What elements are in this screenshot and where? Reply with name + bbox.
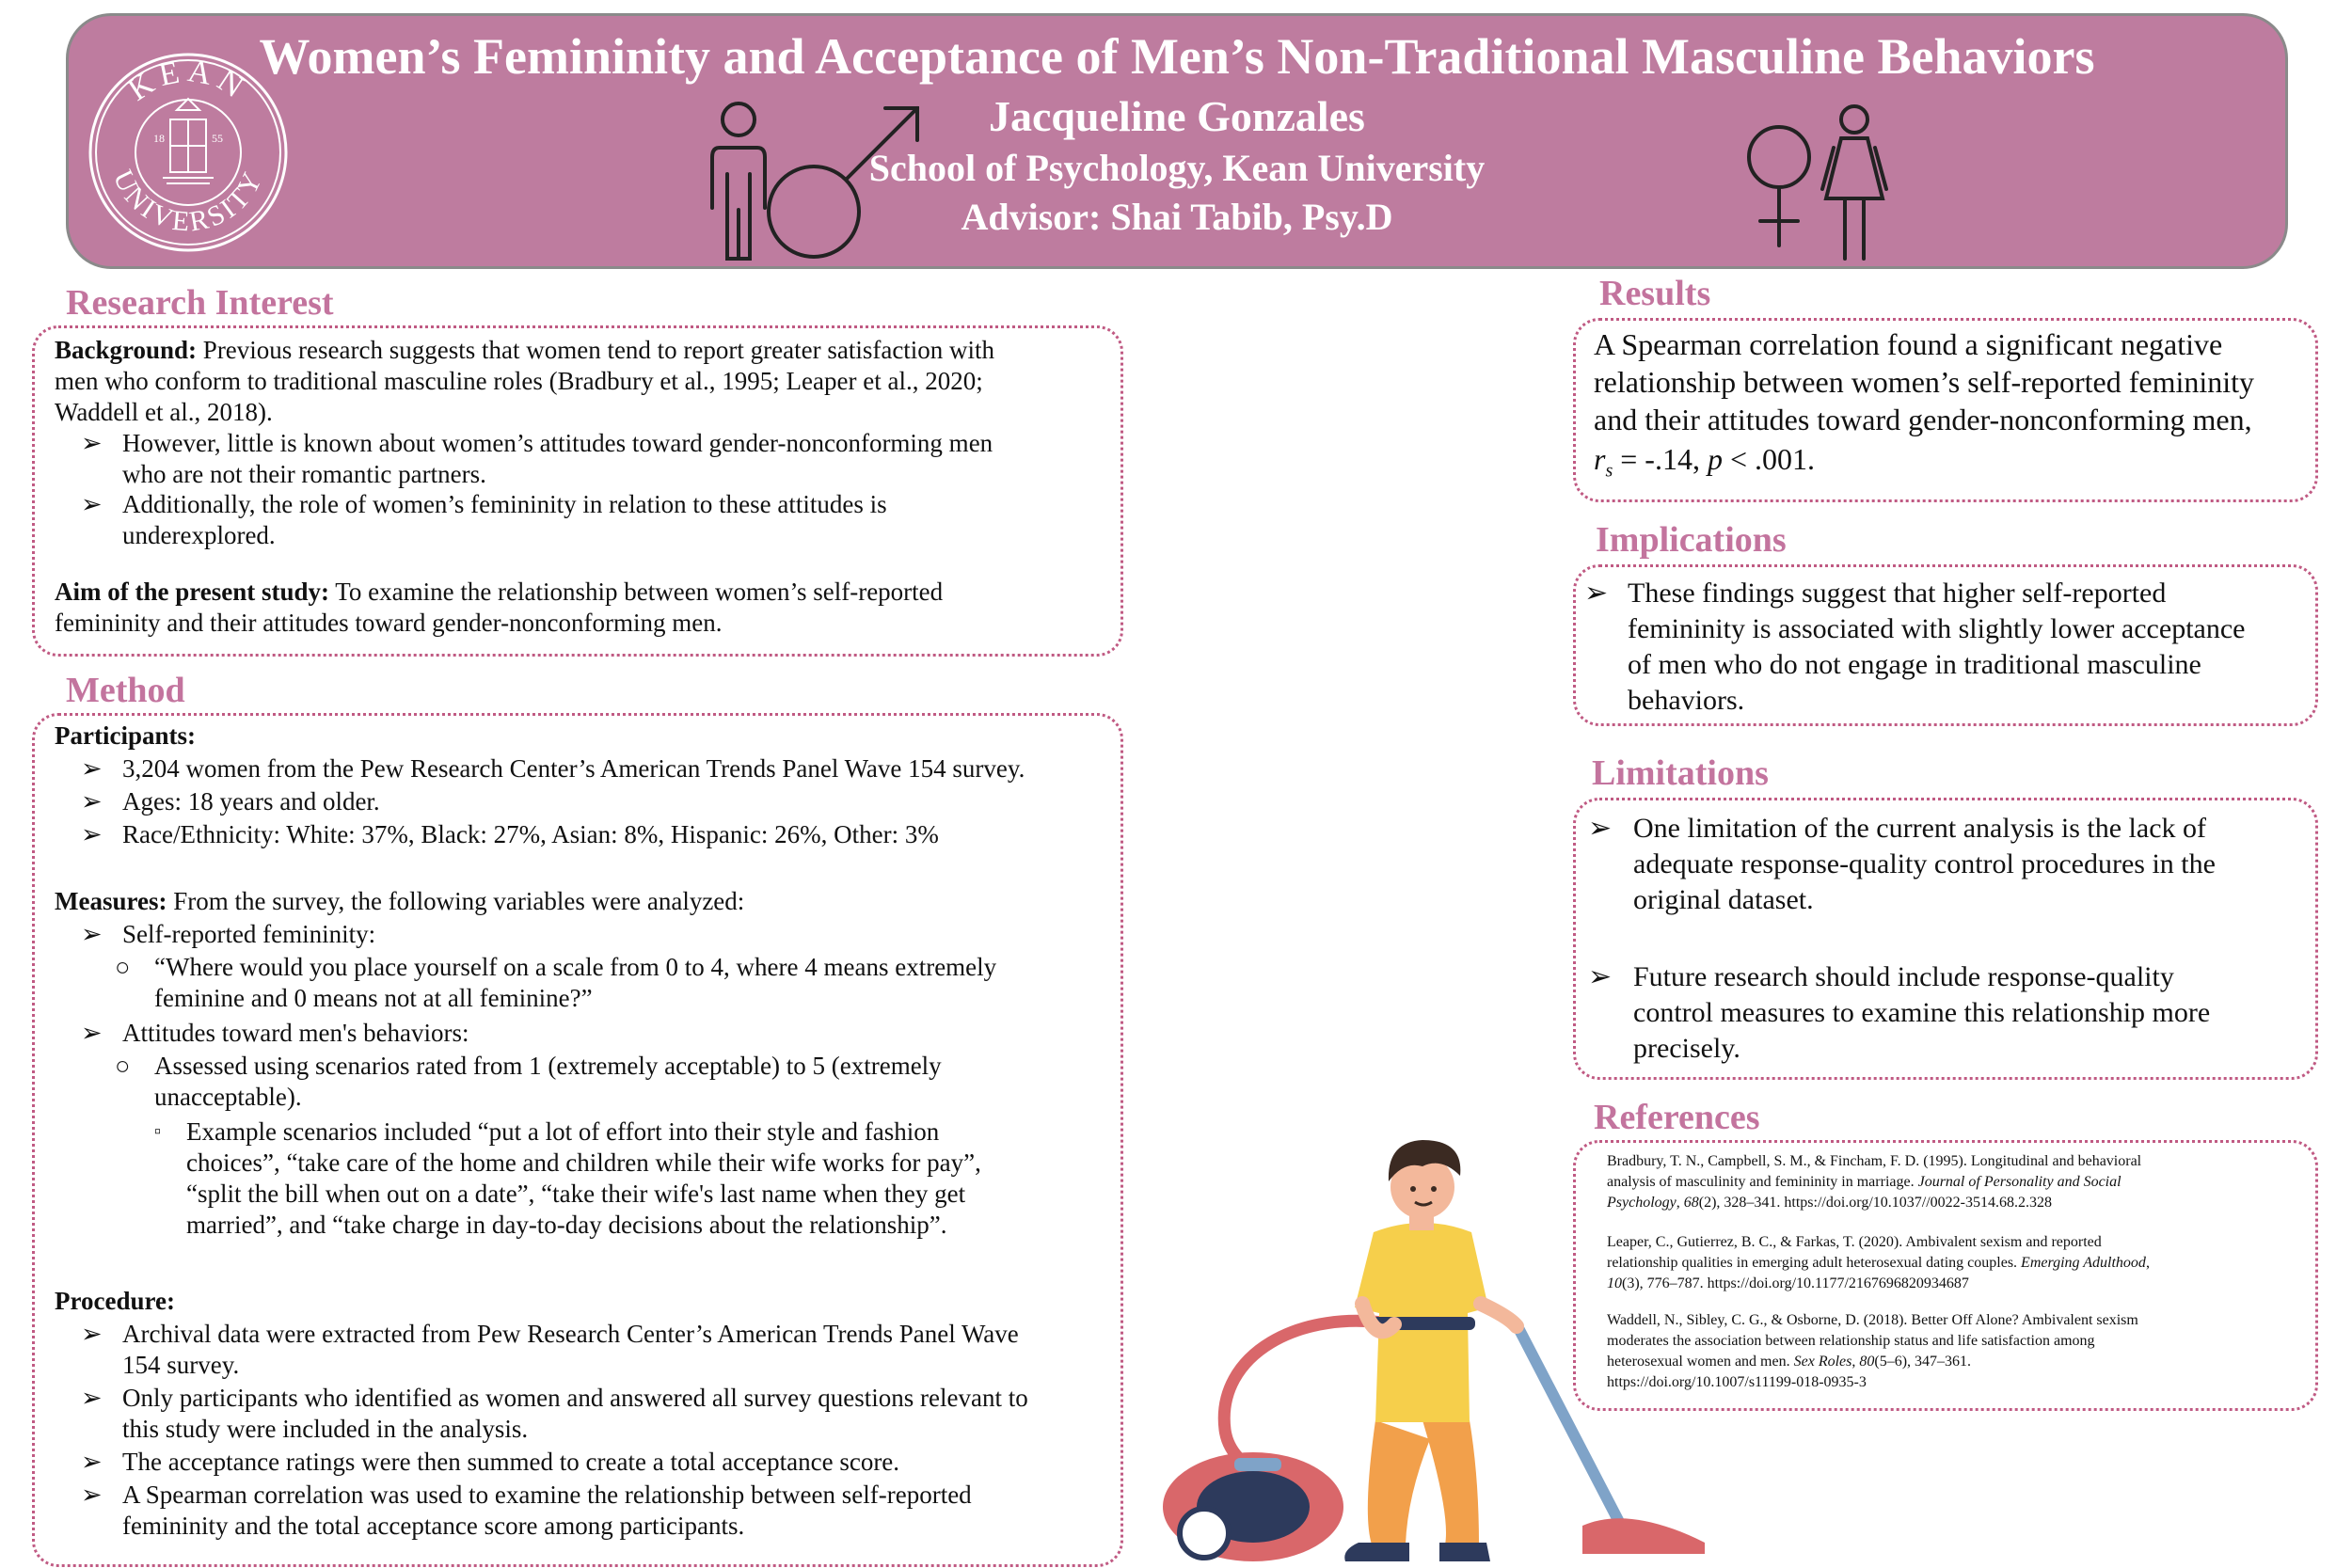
background-paragraph	[55, 335, 994, 366]
results-text-2: relationship between women’s self-reported femininity	[1594, 365, 2255, 399]
participants-item-3-text: Race/Ethnicity: White: 37%, Black: 27%, Asian: 8%, Hispanic: 26%, Other: 3%	[122, 820, 939, 848]
measures-subitem-2-text-1: Assessed using scenarios rated from 1 (extremely acceptable) to 5 (extremely	[154, 1052, 942, 1080]
background-label: Background:	[55, 336, 198, 364]
procedure-item-2-text-2: this study were included in the analysis.	[122, 1415, 529, 1443]
stat-p: p	[1707, 442, 1723, 476]
participants-item-2-text: Ages: 18 years and older.	[122, 787, 380, 816]
implications-text-3: of men who do not engage in traditional masculine	[1628, 649, 2201, 680]
stat-value: = -.14,	[1613, 442, 1708, 476]
method-title: Method	[66, 671, 185, 710]
arrowhead-bullet-icon: ➢	[81, 920, 103, 948]
research-bullet-2-text-2: underexplored.	[122, 521, 276, 549]
reference-1-pages: (2), 328–341. https://doi.org/10.1037//0022-3514.68.2.328	[1698, 1195, 2053, 1211]
implications-title: Implications	[1596, 520, 1787, 560]
stat-p-value: < .001.	[1722, 442, 1815, 476]
stat-r-subscript: s	[1605, 460, 1613, 482]
measures-item-2	[81, 1018, 469, 1049]
references-title: References	[1594, 1098, 1760, 1137]
school-name: School of Psychology, Kean University	[868, 147, 1486, 189]
male-person-icon	[701, 99, 927, 264]
advisor-name: Advisor: Shai Tabib, Psy.D	[961, 196, 1393, 238]
reference-1-journal: Journal of Personality and Social	[1917, 1174, 2122, 1190]
aim-text-2: femininity and their attitudes toward gender-nonconforming men.	[55, 609, 723, 637]
scenario-text-2: choices”, “take care of the home and children while their wife works for pay”,	[186, 1148, 981, 1177]
procedure-item-2	[81, 1383, 1028, 1445]
limitations-bullet-2	[1588, 959, 2210, 1067]
procedure-label: Procedure:	[55, 1287, 175, 1315]
reference-1-journal-end: Psychology	[1607, 1195, 1677, 1211]
scenario-text-4: married”, and “take charge in day-to-day decisions about the relationship”.	[186, 1211, 947, 1239]
procedure-item-2-text-1: Only participants who identified as women and answered all survey questions relevant to	[122, 1384, 1028, 1412]
stat-r: r	[1594, 442, 1606, 476]
research-bullet-2-text-1: Additionally, the role of women’s femininity in relation to these attitudes is	[122, 490, 887, 518]
header-banner	[66, 13, 2288, 269]
measures-text: From the survey, the following variables were analyzed:	[167, 887, 745, 915]
arrowhead-bullet-icon: ➢	[1584, 578, 1609, 609]
arrowhead-bullet-icon: ➢	[81, 1320, 103, 1348]
research-bullet-1	[81, 428, 993, 490]
circle-bullet-icon: ○	[115, 953, 131, 981]
results-statistic	[1594, 440, 1815, 489]
measures-paragraph	[55, 886, 744, 917]
svg-text:UNIVERSITY: UNIVERSITY	[106, 165, 270, 238]
measures-subitem-2	[115, 1051, 942, 1113]
procedure-item-1-text-1: Archival data were extracted from Pew Research Center’s American Trends Panel Wave	[122, 1320, 1019, 1348]
reference-2-pages: (3), 776–787. https://doi.org/10.1177/2167696820934687	[1622, 1275, 1969, 1291]
svg-text:55: 55	[212, 132, 223, 145]
reference-3-doi: https://doi.org/10.1007/s11199-018-0935-3	[1607, 1374, 1867, 1390]
arrowhead-bullet-icon: ➢	[1588, 961, 1613, 992]
reference-3-volume: 80	[1859, 1354, 1875, 1370]
implications-text-2: femininity is associated with slightly lower acceptance	[1628, 613, 2246, 644]
reference-3: Waddell, N., Sibley, C. G., & Osborne, D. (2018). Better Off Alone? Ambivalent sexism moderates the association between relationship status and life satisfaction among heterosexual women and men. Sex Roles, 80(5–6), 347–361. https://doi.org/10.1007/s11199-018-0935-3	[1607, 1310, 2138, 1393]
reference-3-journal: Sex Roles	[1793, 1354, 1852, 1370]
participants-item-1	[81, 753, 1025, 784]
arrowhead-bullet-icon: ➢	[81, 1384, 103, 1412]
implications-bullet	[1584, 576, 2245, 719]
results-text-3: and their attitudes toward gender-nonconforming men,	[1594, 403, 2252, 436]
svg-text:18: 18	[153, 132, 165, 145]
results-text-1: A Spearman correlation found a significant negative	[1594, 327, 2223, 361]
participants-item-1-text: 3,204 women from the Pew Research Center’s American Trends Panel Wave 154 survey.	[122, 754, 1025, 783]
background-text-1: Previous research suggests that women tend to report greater satisfaction with	[197, 336, 995, 364]
limitations-bullet-2-text-3: precisely.	[1633, 1033, 1740, 1064]
limitations-bullet-2-text-2: control measures to examine this relationship more	[1633, 997, 2211, 1028]
implications-text-4: behaviors.	[1628, 685, 1745, 716]
participants-item-3	[81, 819, 939, 850]
square-bullet-icon: ▫	[154, 1121, 162, 1142]
measures-subitem-1-text-1: “Where would you place yourself on a scale from 0 to 4, where 4 means extremely	[154, 953, 997, 981]
research-bullet-1-text-1: However, little is known about women’s attitudes toward gender-nonconforming men	[122, 429, 993, 457]
procedure-item-1-text-2: 154 survey.	[122, 1351, 240, 1379]
arrowhead-bullet-icon: ➢	[81, 1448, 103, 1476]
procedure-item-1	[81, 1319, 1019, 1381]
svg-text:KEAN: KEAN	[121, 53, 255, 108]
kean-university-seal-logo	[87, 52, 289, 253]
scenario-text-1: Example scenarios included “put a lot of effort into their style and fashion	[186, 1117, 940, 1146]
measures-subitem-2-text-2: unacceptable).	[154, 1083, 302, 1111]
measures-subitem-1-text-2: feminine and 0 means not at all feminine?”	[154, 984, 593, 1012]
research-bullet-2	[81, 489, 887, 551]
arrowhead-bullet-icon: ➢	[81, 820, 103, 848]
limitations-bullet-1-text-3: original dataset.	[1633, 884, 1814, 915]
implications-text-1: These findings suggest that higher self-reported	[1628, 578, 2167, 609]
background-text-2: men who conform to traditional masculine roles (Bradbury et al., 1995; Leaper et al., 2020;	[55, 367, 983, 395]
reference-2: Leaper, C., Gutierrez, B. C., & Farkas, T. (2020). Ambivalent sexism and reported relationship qualities in emerging adult heterosexual dating couples. Emerging Adulthood, 10(3), 776–787. https://doi.org/10.1177/2167696820934687	[1607, 1234, 2150, 1291]
limitations-bullet-1-text-1: One limitation of the current analysis is the lack of	[1633, 813, 2206, 844]
reference-3-pages: (5–6), 347–361.	[1874, 1354, 1972, 1370]
author-name: Jacqueline Gonzales	[989, 92, 1365, 140]
reference-2-text-1: Leaper, C., Gutierrez, B. C., & Farkas, T. (2020). Ambivalent sexism and reported	[1607, 1234, 2102, 1250]
scenario-text-3: “split the bill when out on a date”, “take their wife's last name when they get	[186, 1180, 966, 1208]
reference-3-text-1: Waddell, N., Sibley, C. G., & Osborne, D. (2018). Better Off Alone? Ambivalent sexism	[1607, 1312, 2138, 1328]
procedure-item-3	[81, 1447, 899, 1478]
arrowhead-bullet-icon: ➢	[81, 490, 103, 518]
reference-1-text-1: Bradbury, T. N., Campbell, S. M., & Fincham, F. D. (1995). Longitudinal and behavioral	[1607, 1153, 2142, 1169]
female-person-icon	[1743, 104, 1894, 264]
reference-1: Bradbury, T. N., Campbell, S. M., & Fincham, F. D. (1995). Longitudinal and behavioral analysis of masculinity and femininity in marriage. Journal of Personality and Social Psychology, 68(2), 328–341. https://doi.org/10.1037//0022-3514.68.2.328	[1607, 1153, 2142, 1211]
reference-3-text-2: moderates the association between relationship status and life satisfaction among	[1607, 1333, 2095, 1349]
results-title: Results	[1599, 274, 1711, 313]
aim-text-1: To examine the relationship between women’s self-reported	[329, 578, 944, 606]
measures-item-2-text: Attitudes toward men's behaviors:	[122, 1019, 469, 1047]
arrowhead-bullet-icon: ➢	[81, 787, 103, 816]
aim-paragraph	[55, 577, 943, 608]
procedure-item-4	[81, 1480, 972, 1542]
background-text-3: Waddell et al., 2018).	[55, 398, 273, 426]
limitations-title: Limitations	[1592, 753, 1769, 793]
limitations-bullet-1-text-2: adequate response-quality control procedures in the	[1633, 848, 2216, 879]
reference-1-text-2: analysis of masculinity and femininity in marriage.	[1607, 1174, 1918, 1190]
circle-bullet-icon: ○	[115, 1052, 131, 1080]
procedure-item-3-text: The acceptance ratings were then summed to create a total acceptance score.	[122, 1448, 900, 1476]
research-bullet-1-text-2: who are not their romantic partners.	[122, 460, 486, 488]
arrowhead-bullet-icon: ➢	[81, 429, 103, 457]
participants-label: Participants:	[55, 721, 196, 750]
measures-item-1	[81, 919, 375, 950]
reference-1-volume: 68	[1683, 1195, 1699, 1211]
reference-3-text-3: heterosexual women and men.	[1607, 1354, 1794, 1370]
limitations-bullet-2-text-1: Future research should include response-quality	[1633, 961, 2174, 992]
arrowhead-bullet-icon: ➢	[81, 1481, 103, 1509]
measures-label: Measures:	[55, 887, 167, 915]
reference-2-journal: Emerging Adulthood	[2021, 1255, 2146, 1271]
limitations-bullet-1	[1588, 811, 2216, 918]
reference-2-volume: 10	[1607, 1275, 1622, 1291]
arrowhead-bullet-icon: ➢	[1588, 813, 1613, 844]
reference-2-text-2: relationship qualities in emerging adult heterosexual dating couples.	[1607, 1255, 2022, 1271]
measures-subsubitem	[154, 1117, 981, 1241]
procedure-item-4-text-2: femininity and the total acceptance score among participants.	[122, 1512, 745, 1540]
procedure-item-4-text-1: A Spearman correlation was used to examine the relationship between self-reported	[122, 1481, 972, 1509]
arrowhead-bullet-icon: ➢	[81, 754, 103, 783]
participants-item-2	[81, 786, 380, 817]
measures-item-1-text: Self-reported femininity:	[122, 920, 376, 948]
research-interest-title: Research Interest	[66, 283, 334, 323]
arrowhead-bullet-icon: ➢	[81, 1019, 103, 1047]
measures-subitem-1	[115, 952, 996, 1014]
poster-title: Women’s Femininity and Acceptance of Men’s Non-Traditional Masculine Behaviors	[259, 28, 2095, 85]
aim-label: Aim of the present study:	[55, 578, 329, 606]
